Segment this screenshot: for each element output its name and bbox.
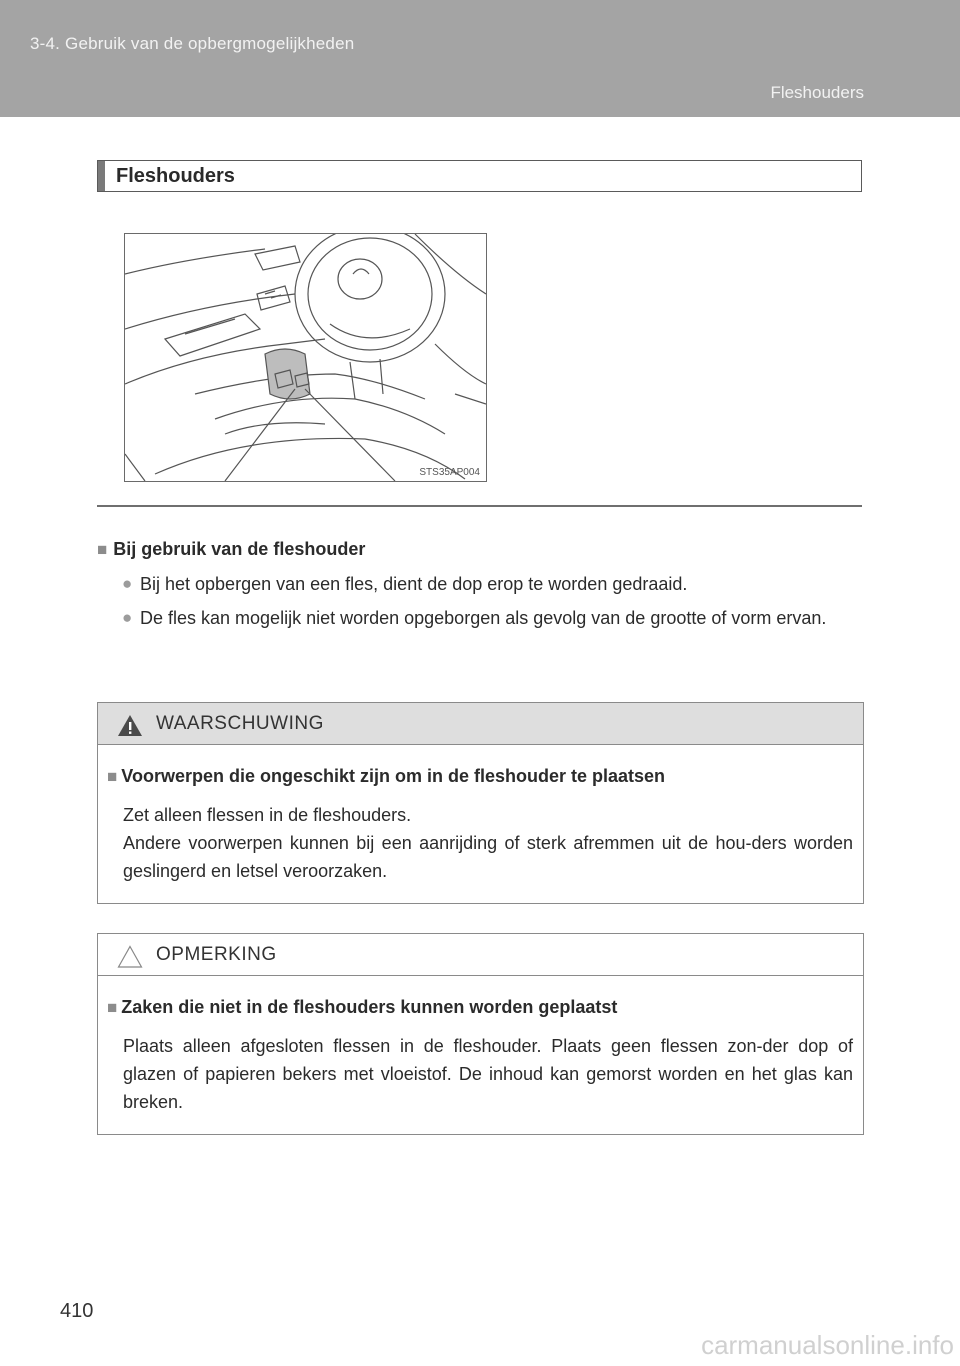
usage-heading-row	[97, 535, 862, 564]
warning-box	[97, 702, 864, 904]
square-bullet-icon: ■	[107, 767, 118, 786]
warning-header	[98, 703, 863, 745]
section-heading: Fleshouders	[116, 165, 235, 187]
notice-header	[98, 934, 863, 976]
divider-rule	[97, 505, 862, 507]
warning-triangle-icon	[117, 714, 143, 737]
usage-info	[97, 535, 862, 632]
warning-text	[123, 801, 853, 885]
usage-heading: Bij gebruik van de fleshouder	[113, 539, 366, 559]
page-header	[0, 0, 960, 117]
section-title: Fleshouders	[770, 83, 864, 102]
notice-heading-row	[107, 993, 853, 1022]
usage-bullet-text: De fles kan mogelijk niet worden opgeborgen als gevolg van de grootte of vorm ervan.	[140, 608, 827, 628]
section-heading-box	[97, 160, 862, 192]
chapter-title: 3-4. Gebruik van de opbergmogelijkheden	[30, 34, 355, 53]
notice-body	[98, 976, 863, 1116]
round-bullet-icon: ●	[122, 574, 133, 593]
usage-bullet	[122, 604, 862, 632]
usage-bullet-text: Bij het opbergen van een fles, dient de dop erop te worden gedraaid.	[140, 574, 688, 594]
warning-body	[98, 745, 863, 885]
notice-heading: Zaken die niet in de fleshouders kunnen worden geplaatst	[121, 997, 618, 1017]
notice-text: Plaats alleen afgesloten flessen in de fleshouder. Plaats geen flessen zon-der dop of glazen of papieren bekers met vloeistof. De inhoud kan gemorst worden en het glas kan breken.	[123, 1036, 853, 1112]
warning-line-2: Andere voorwerpen kunnen bij een aanrijding of sterk afremmen uit de hou-ders worden geslingerd en letsel veroorzaken.	[123, 833, 853, 881]
heading-accent-bar	[98, 161, 105, 191]
warning-heading-row	[107, 762, 853, 791]
watermark: carmanualsonline.info	[701, 1330, 954, 1360]
square-bullet-icon: ■	[107, 998, 118, 1017]
illustration-code: STS35AP004	[419, 467, 480, 478]
notice-triangle-icon	[117, 945, 143, 968]
usage-bullet	[122, 570, 862, 598]
warning-heading: Voorwerpen die ongeschikt zijn om in de fleshouder te plaatsen	[121, 766, 666, 786]
warning-label: WAARSCHUWING	[156, 713, 324, 734]
notice-box	[97, 933, 864, 1135]
page-number: 410	[60, 1300, 94, 1322]
square-bullet-icon: ■	[97, 540, 108, 559]
bottle-holder-illustration	[124, 233, 487, 482]
warning-line-1: Zet alleen flessen in de fleshouders.	[123, 805, 412, 825]
car-interior-drawing	[125, 234, 486, 481]
round-bullet-icon: ●	[122, 608, 133, 627]
notice-label: OPMERKING	[156, 944, 277, 965]
